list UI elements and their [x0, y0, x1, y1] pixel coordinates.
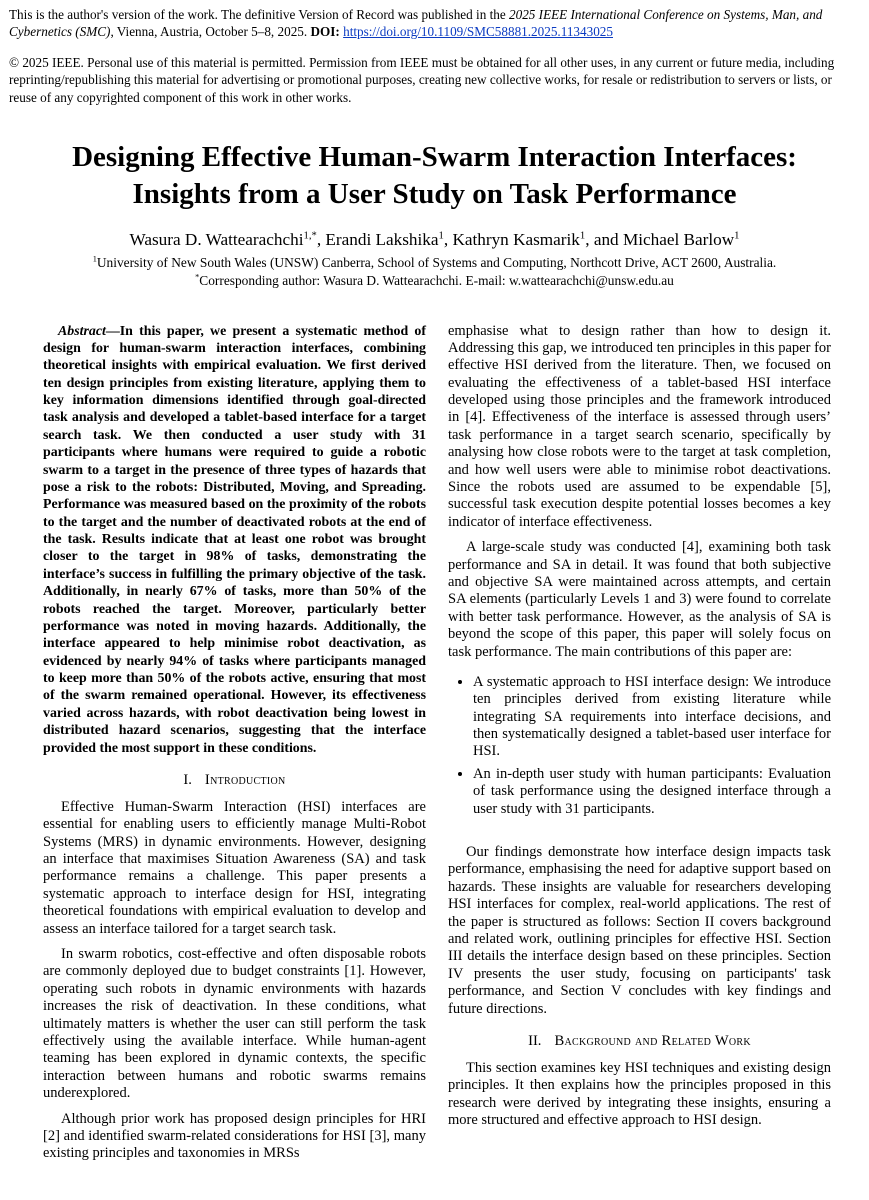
- two-column-body: [0, 323, 869, 1171]
- author-name: , Kathryn Kasmarik: [443, 230, 580, 249]
- section-number: II.: [528, 1032, 542, 1049]
- section-title: Introduction: [204, 771, 286, 788]
- paragraph: Effective Human-Swarm Interaction (HSI) interfaces are essential for enabling users to efficiently manage Multi-Robot Systems (MRS) in dynamic environments. However, designing an interface that maximises Situation Awareness (SA) and task performance remains a challenge. This paper presents a systematic approach to interface design for HSI, integrating theoretical foundations with empirical evaluation to develop and assess an interface tailored for a target search task.: [43, 798, 426, 937]
- corresponding-author-line: [30, 273, 839, 290]
- contribution-item: • A systematic approach to HSI interface design: We introduce ten principles derived from existing literature while integrating SA requirements into interface decisions, and then systematically designed a tablet-based user interface for HSI.: [473, 674, 831, 761]
- notice-text-post: , Vienna, Austria, October 5–8, 2025.: [110, 24, 311, 40]
- paragraph: This section examines key HSI techniques and existing design principles. It then explains how the principles proposed in this research were derived by integrating these insights, ensuring a more structured and effective approach to HSI design.: [448, 1059, 831, 1129]
- paper-head: [0, 139, 869, 290]
- affiliation-mark: 1: [92, 254, 97, 264]
- paragraph: emphasise what to design rather than how to design it. Addressing this gap, we introduced ten principles in this paper for effective HSI derived from the literature. Then, we focused on evaluating the effectiveness of a tablet-based HSI interface developed using those principles and the framework introduced in [4]. Effectiveness of the interface is assessed through users’ task performance in a target search scenario, specifically by analysing how close robots were to the target at task completion, and how well users were able to minimise robot deactivations. Since the robots used are assumed to be expendable [5], successful task execution despite potential losses becomes a key indicator of interface effectiveness.: [448, 322, 831, 530]
- left-column: [43, 323, 426, 1171]
- author-name: Wasura D. Wattearachchi: [129, 230, 304, 249]
- header-notices: [0, 0, 869, 106]
- notice-text-pre: This is the author's version of the work. The definitive Version of Record was published in the: [9, 7, 509, 22]
- author-affil-mark: 1: [734, 230, 740, 242]
- author-affil-mark: 1: [438, 230, 444, 242]
- corresponding-text: Corresponding author: Wasura D. Wattearachchi. E-mail: w.wattearachchi@unsw.edu.au: [199, 272, 674, 288]
- paragraph: In swarm robotics, cost-effective and often disposable robots are commonly deployed due to budget constraints [1]. However, operating such robots in dynamic environments with hazards increases the risk of deactivation. In these conditions, what ultimately matters is whether the user can still perform the task effectively using the available interface. While human-agent teaming has been explored in dynamic contexts, the specific interaction between humans and robotic swarms remains underexplored.: [43, 946, 426, 1102]
- author-name: , Erandi Lakshika: [316, 230, 439, 249]
- copyright-notice: © 2025 IEEE. Personal use of this material is permitted. Permission from IEEE must be obtained for all other uses, in any current or future media, including reprinting/republishing this material for advertising or promotional purposes, creating new collective works, for resale or redistribution to servers or lists, or reuse of any copyrighted component of this work in other works.: [9, 55, 835, 105]
- abstract-label: Abstract: [58, 323, 106, 339]
- section-title: Background and Related Work: [554, 1032, 751, 1049]
- right-column: [448, 323, 831, 1171]
- section-heading-background: [448, 1033, 831, 1050]
- section-heading-introduction: [43, 772, 426, 789]
- doi-link[interactable]: https://doi.org/10.1109/SMC58881.2025.11343025: [343, 24, 613, 40]
- abstract: [43, 323, 426, 757]
- paragraph: Our findings demonstrate how interface design impacts task performance, emphasising the need for adaptive support based on hazards. These insights are valuable for researchers developing HSI interfaces for complex, real-world applications. The rest of the paper is structured as follows: Section II covers background and related work, outlining principles for effective HSI. Section III details the interface design based on these principles. Section IV presents the user study, focusing on participants' task performance, and Section V concludes with key findings and future directions.: [448, 844, 831, 1017]
- affiliation-text: University of New South Wales (UNSW) Canberra, School of Systems and Computing, Northcott Drive, ACT 2600, Australia.: [96, 255, 777, 270]
- corresponding-mark: *: [195, 272, 200, 282]
- contributions-list: [454, 674, 831, 818]
- paragraph: Although prior work has proposed design principles for HRI [2] and identified swarm-related considerations for HSI [3], many existing principles and taxonomies in MRSs: [43, 1110, 426, 1162]
- section-number: I.: [183, 771, 192, 788]
- venue-name: 2025 IEEE International Conference on Systems, Man, and Cybernetics (SMC): [9, 7, 823, 40]
- author-affil-mark: 1: [579, 230, 586, 242]
- publication-notice: [9, 6, 860, 40]
- author-affil-mark: 1,*: [303, 230, 317, 242]
- author-name: , and Michael Barlow: [585, 230, 735, 249]
- abstract-body: —In this paper, we present a systematic method of design for human-swarm interaction interfaces, combining theoretical insights with empirical evaluation. We first derived ten design principles from existing literature, applying them to key information dimensions identified through goal-directed task analysis and developed a tablet-based interface for a target search task. We then conducted a user study with 31 participants where humans were required to guide a robotic swarm to a target in the presence of three types of hazards that pose a risk to the robots: Distributed, Moving, and Spreading. Performance was measured based on the proximity of the robots to the target and the number of deactivated robots at the end of the task. Results indicate that at least one robot was brought closer to the target in 98% of tasks, demonstrating the interface’s success in fulfilling the primary objective of the task. Additionally, in nearly 67% of tasks, more than 50% of the robots reached the target. Moreover, particularly better performance was noted in moving hazards. Additionally, the interface appeared to help minimise robot deactivation, as evidenced by nearly 94% of tasks where participants managed to keep more than 50% of the robots active, ensuring that most of the swarm remained operational. However, its effectiveness varied across hazards, with robot deactivation being lowest in distributed hazard scenarios, suggesting that the interface provided the most support in these conditions.: [43, 323, 426, 756]
- contribution-item: • An in-depth user study with human participants: Evaluation of task performance using the designed interface through a user study with 31 participants.: [473, 766, 831, 818]
- affiliation-line: [30, 255, 839, 272]
- authors-line: [30, 230, 839, 250]
- doi-label: DOI:: [310, 24, 344, 40]
- paragraph: A large-scale study was conducted [4], examining both task performance and SA in detail. It was found that both subjective and objective SA were maintained across attempts, and certain SA elements (particularly Levels 1 and 3) were found to correlate with better task performance. However, as the analysis of SA is beyond the scope of this paper, this paper will solely focus on task performance. The main contributions of this paper are:: [448, 539, 831, 660]
- paper-title: Designing Effective Human-Swarm Interaction Interfaces: Insights from a User Study on Task Performance: [72, 140, 797, 210]
